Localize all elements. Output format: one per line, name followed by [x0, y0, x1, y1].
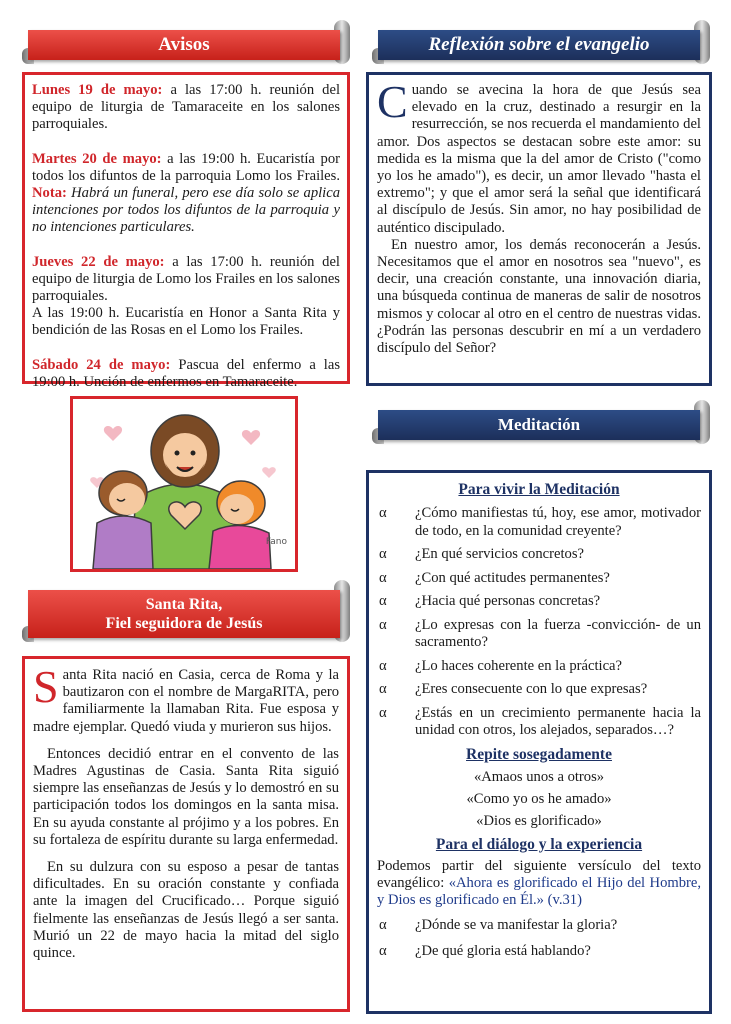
question-item	[377, 593, 701, 611]
question-text: ¿En qué servicios concretos?	[415, 546, 584, 562]
alpha-bullet-icon: α	[379, 681, 387, 697]
question-item	[377, 705, 701, 740]
aviso-text: a las 17:00 h. reunión del equipo de liturgia de Tamaraceite en los salones parroquiales.	[32, 82, 340, 133]
phrase-1: «Amaos unos a otros»	[473, 768, 605, 785]
aviso-jueves-2: A las 19:00 h. Eucaristía en Honor a Santa Rita y bendición de las Rosas en el Lomo los Frailes.	[32, 305, 340, 339]
meditacion-title: Meditación	[378, 410, 700, 440]
question-item	[377, 681, 701, 699]
meditacion-box	[366, 470, 712, 1014]
question-text: ¿Dónde se va manifestar la gloria?	[415, 917, 618, 934]
aviso-note-label: Nota:	[32, 185, 67, 202]
aviso-martes	[32, 151, 340, 237]
avisos-header	[22, 20, 352, 64]
reflexion-p2: En nuestro amor, los demás reconocerán a Jesús. Necesitamos que el amor en nosotros sea "nuevo", es decir, una creación constante, una innovación diaria, una búsqueda continua de maneras de salir de nosotros mismos y colocar al otro en el centro de nuestras vidas. ¿Podrán las personas descubrir en mí a un verdadero discípulo del Señor?	[377, 236, 701, 357]
alpha-bullet-icon: α	[379, 505, 387, 521]
reflexion-p1-text: uando se avecina la hora de que Jesús sea elevado en la cruz, destinado a resurgir en la resurrección, se nos recuerda el mandamiento del amor. Dos aspectos se destacan sobre este amor: su medida es la misma que la del amor de Cristo ("como yo los he amado"), es decir, un amor llevado "hasta el extremo"; y que el amor será la señal que identificará al discípulo de Jesús. Sin amor, no hay posibilidad de auténtico discipulado.	[377, 82, 701, 236]
santa-rita-p3: En su dulzura con su esposo a pesar de tantas dificultades. En su oración constante y confiada ante la imagen del Crucificado… Porque siguió fielmente las enseñanzas de Jesús llegó a ser santa. Murió un 22 de mayo hacia la mitad del siglo quince.	[33, 859, 339, 962]
reflexion-p1	[377, 76, 701, 237]
avisos-title: Avisos	[28, 30, 340, 60]
dialogo-paragraph	[377, 858, 701, 910]
alpha-bullet-icon: α	[379, 546, 387, 562]
dialogo-question	[377, 917, 701, 935]
santa-rita-title-line2: Fiel seguidora de Jesús	[105, 615, 263, 632]
santa-rita-title	[28, 590, 340, 638]
aviso-date: Lunes 19 de mayo:	[32, 82, 163, 98]
aviso-text: a las 19:00 h. Eucaristía por todos los difuntos de la parroquia Lomo los Frailes.	[32, 150, 340, 184]
alpha-bullet-icon: α	[379, 593, 387, 609]
meditacion-subhead-repite: Repite sosegadamente	[466, 745, 612, 763]
meditacion-questions	[377, 505, 701, 740]
reflexion-title: Reflexión sobre el evangelio	[378, 30, 700, 60]
question-item	[377, 546, 701, 564]
illustration-signature: Fano	[265, 537, 287, 547]
dialogo-question	[377, 943, 701, 961]
meditacion-header	[372, 400, 712, 444]
alpha-bullet-icon: α	[379, 704, 387, 721]
meditacion-subhead-vivir: Para vivir la Meditación	[458, 481, 620, 498]
phrase-2: «Como yo os he amado»	[466, 790, 612, 807]
santa-rita-p2: Entonces decidió entrar en el convento de las Madres Agustinas de Casia. Santa Rita siguió siempre las enseñanzas de Jesús y lo demostró en su participación todos los domingos en la santa misa. En su ayuda constante al prójimo y a los pobres. En su fortaleza de espíritu durante su larga enfermedad.	[33, 745, 339, 848]
question-text: ¿Estás en un crecimiento permanente hacia la unidad con otros, los alejados, separados…?	[415, 704, 701, 738]
question-text: ¿De qué gloria está hablando?	[415, 942, 591, 959]
avisos-box	[22, 72, 350, 390]
aviso-date: Martes 20 de mayo:	[32, 150, 162, 167]
question-item	[377, 658, 701, 676]
question-item	[377, 505, 701, 540]
question-item	[377, 617, 701, 652]
phrase-3: «Dios es glorificado»	[476, 812, 602, 829]
aviso-lunes	[32, 82, 340, 134]
question-text: ¿Cómo manifiestas tú, hoy, ese amor, motivador de todo, en la comunidad creyente?	[415, 505, 701, 539]
dialogo-quote: «Ahora es glorificado el Hijo del Hombre, y Dios es glorificado en Él.» (v.31)	[377, 874, 701, 908]
question-text: ¿Eres consecuente con lo que expresas?	[415, 681, 648, 697]
alpha-bullet-icon: α	[379, 616, 387, 633]
reflexion-header	[372, 20, 712, 64]
santa-rita-dropcap: S	[33, 661, 59, 712]
dialogo-intro: Podemos partir del siguiente versículo del texto evangélico:	[377, 857, 701, 891]
illustration-jesus-hug	[70, 396, 298, 572]
aviso-sabado	[32, 357, 340, 391]
question-text: ¿Lo haces coherente en la práctica?	[415, 657, 623, 674]
question-text: ¿Lo expresas con la fuerza -convicción- de un sacramento?	[415, 616, 701, 650]
question-text: ¿Con qué actitudes permanentes?	[415, 569, 610, 586]
question-item	[377, 570, 701, 588]
alpha-bullet-icon: α	[379, 569, 387, 586]
santa-rita-title-line1: Santa Rita,	[145, 596, 223, 613]
aviso-date: Jueves 22 de mayo:	[32, 253, 165, 270]
aviso-text: Pascua del enfermo a las 19:00 h. Unción de enfermos en Tamaraceite.	[32, 356, 341, 390]
aviso-jueves	[32, 254, 340, 306]
aviso-note-text: Habrá un funeral, pero ese día solo se aplica intenciones por todos los difuntos de la parroquia y no intenciones particulares.	[32, 185, 340, 236]
santa-rita-header	[22, 580, 352, 642]
alpha-bullet-icon: α	[379, 657, 387, 674]
reflexion-dropcap: C	[377, 76, 408, 127]
santa-rita-p1	[33, 661, 339, 736]
reflexion-box	[366, 72, 712, 386]
question-text: ¿Hacia qué personas concretas?	[415, 593, 601, 609]
aviso-text: a las 17:00 h. reunión del equipo de liturgia de Lomo los Frailes en los salones parroquiales.	[32, 253, 340, 305]
aviso-date: Sábado 24 de mayo:	[32, 356, 171, 373]
meditacion-subhead-dialogo: Para el diálogo y la experiencia	[435, 835, 643, 853]
santa-rita-box	[22, 656, 350, 1012]
alpha-bullet-icon: α	[379, 942, 387, 959]
santa-rita-p1-text: anta Rita nació en Casia, cerca de Roma y la bautizaron con el nombre de MargaRITA, pero familiarmente la llamaban Rita. Fue esposa y madre ejemplar. Quedó viuda y murieron sus hijos.	[33, 667, 339, 735]
alpha-bullet-icon: α	[379, 917, 387, 934]
jesus-children-illustration	[73, 399, 295, 569]
